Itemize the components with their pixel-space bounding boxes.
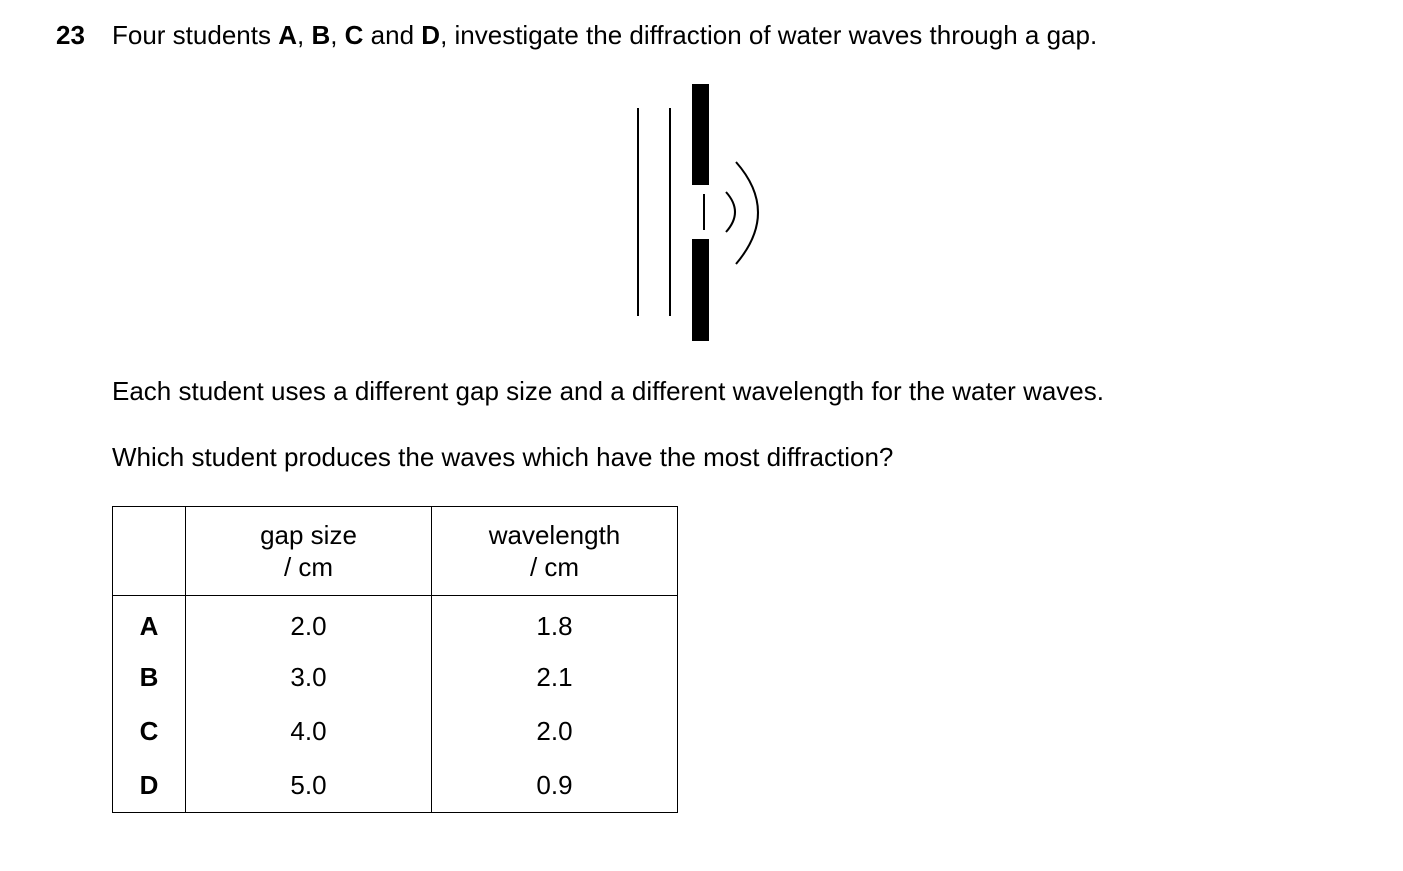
option-letter[interactable]: B xyxy=(113,650,186,704)
stem-part: Four students xyxy=(112,20,279,50)
barrier-lower xyxy=(692,239,709,341)
gap-size-cell: 3.0 xyxy=(186,650,432,704)
option-letter[interactable]: D xyxy=(113,758,186,813)
wavelength-cell: 0.9 xyxy=(432,758,678,813)
table-header-row xyxy=(113,507,678,596)
table-row[interactable] xyxy=(113,650,678,704)
stem-part-student-b: B xyxy=(311,20,331,50)
table-row[interactable] xyxy=(113,758,678,813)
gap-size-cell: 5.0 xyxy=(186,758,432,813)
wavelength-cell: 2.0 xyxy=(432,704,678,758)
question-prompt: Which student produces the waves which have the most diffraction? xyxy=(112,442,894,472)
header-wavelength xyxy=(432,507,678,596)
header-blank xyxy=(113,507,186,596)
question-number: 23 xyxy=(56,20,85,50)
header-wavelength-label: wavelength xyxy=(488,520,621,550)
option-letter[interactable]: C xyxy=(113,704,186,758)
gap-size-cell: 4.0 xyxy=(186,704,432,758)
header-gap-size-label: gap size xyxy=(260,520,357,550)
option-letter[interactable]: A xyxy=(113,596,186,651)
stem-part-student-a: A xyxy=(278,20,297,50)
options-table xyxy=(112,506,678,813)
diffracted-wavefront-2 xyxy=(736,162,758,264)
question-stem xyxy=(112,18,1097,52)
context-paragraph: Each student uses a different gap size and a different wavelength for the water waves. xyxy=(112,376,1104,406)
stem-part: , xyxy=(330,20,345,50)
header-gap-size xyxy=(186,507,432,596)
gap-size-cell: 2.0 xyxy=(186,596,432,651)
stem-part: , investigate the diffraction of water waves through a gap. xyxy=(440,20,1098,50)
diffracted-wavefront-1 xyxy=(726,192,735,232)
header-wavelength-unit: / cm xyxy=(529,552,580,582)
header-gap-size-unit: / cm xyxy=(283,552,334,582)
stem-part-student-c: C xyxy=(344,20,364,50)
wavelength-cell: 1.8 xyxy=(432,596,678,651)
table-row[interactable] xyxy=(113,596,678,651)
wavelength-cell: 2.1 xyxy=(432,650,678,704)
stem-part: , xyxy=(296,20,312,50)
barrier-upper xyxy=(692,84,709,185)
stem-part-student-d: D xyxy=(421,20,441,50)
stem-part: and xyxy=(363,20,422,50)
table-row[interactable] xyxy=(113,704,678,758)
diffraction-diagram xyxy=(620,78,780,348)
